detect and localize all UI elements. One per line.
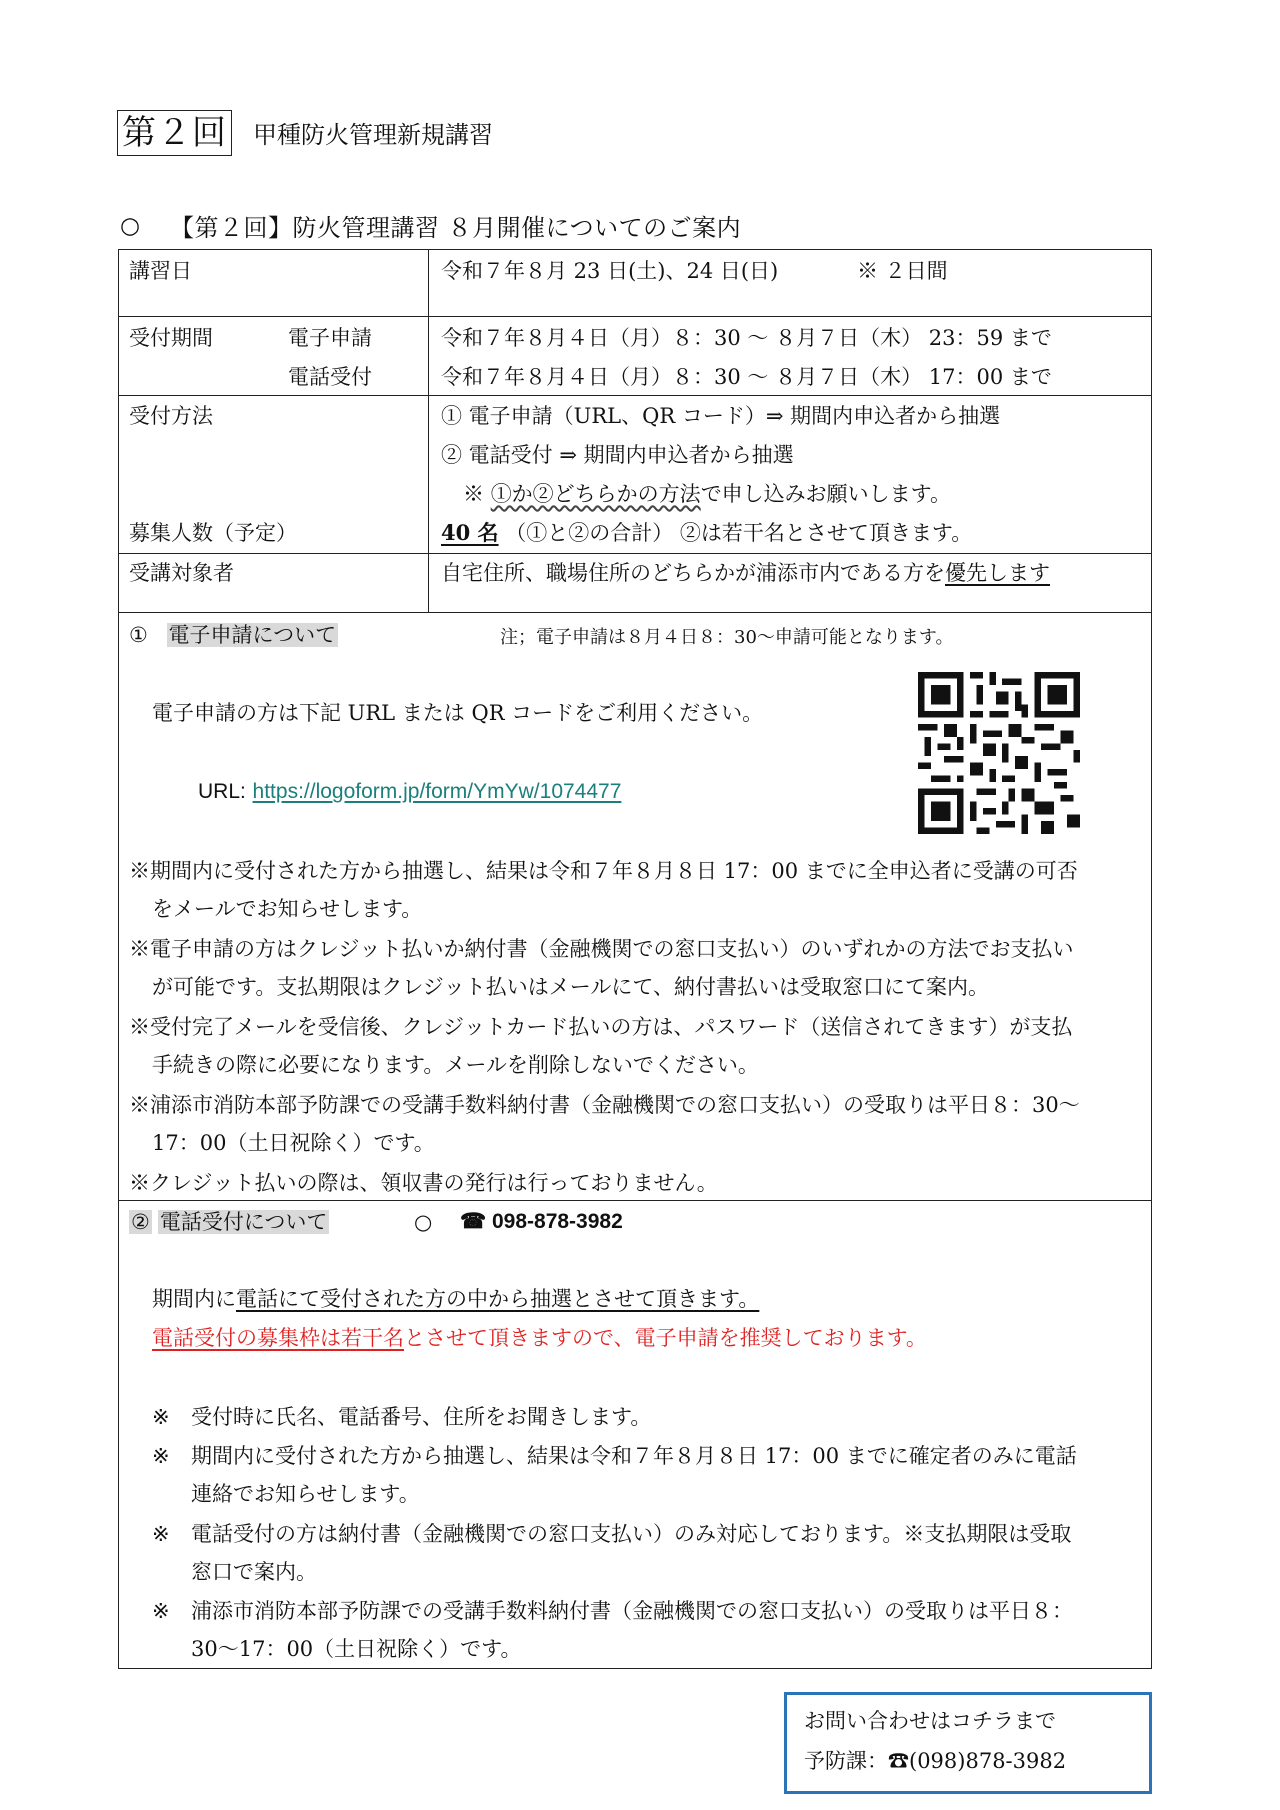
round-label-box: 第２回 xyxy=(117,110,232,156)
telephone-note-cont: 窓口で案内。 xyxy=(191,1560,317,1584)
row-divider xyxy=(118,553,1152,554)
telephone-heading-number: ② xyxy=(131,1210,150,1234)
document-title: 甲種防火管理新規講習 xyxy=(253,121,493,149)
method-note xyxy=(463,481,951,507)
telephone-line-2-underlined: 電話受付の募集枠は若干名 xyxy=(152,1326,404,1350)
electronic-note-cont: 17：00（土日祝除く）です。 xyxy=(152,1131,435,1155)
target-label: 受講対象者 xyxy=(129,561,234,585)
heading-bullet: ○ xyxy=(120,213,141,239)
url-label: URL: xyxy=(198,780,246,803)
row-divider xyxy=(118,395,1152,396)
capacity-value: 40 名 xyxy=(441,520,499,545)
electronic-heading-number: ① xyxy=(129,623,148,647)
telephone-line-1-text: 期間内に xyxy=(152,1287,236,1311)
telephone-line-2 xyxy=(152,1325,927,1351)
telephone-line-2-text: とさせて頂きますので、電子申請を推奨しております。 xyxy=(404,1326,927,1350)
telephone-note-cont: 30～17：00（土日祝除く）です。 xyxy=(191,1637,522,1661)
application-url-link[interactable]: https://logoform.jp/form/YmYw/1074477 xyxy=(252,780,622,803)
electronic-note: ※期間内に受付された方から抽選し、結果は令和７年８月８日 17：00 までに全申込者に受講の可否 xyxy=(129,859,1078,883)
telephone-heading xyxy=(129,1209,329,1235)
telephone-note-cont: 連絡でお知らせします。 xyxy=(191,1482,420,1506)
row-divider xyxy=(118,316,1152,317)
telephone-note-mark: ※ xyxy=(152,1522,170,1546)
period-electronic-label: 電子申請 xyxy=(288,326,372,350)
method-note-emphasis: ①か②どちらかの方法 xyxy=(490,482,701,506)
telephone-note-mark: ※ xyxy=(152,1405,170,1429)
qr-code-icon[interactable] xyxy=(918,672,1080,834)
capacity-value-line xyxy=(441,520,972,546)
electronic-note-cont: をメールでお知らせします。 xyxy=(152,897,423,921)
telephone-number[interactable]: ☎ 098-878-3982 xyxy=(460,1210,623,1233)
telephone-note-mark: ※ xyxy=(152,1599,170,1623)
contact-box xyxy=(784,1692,1152,1794)
telephone-line-1 xyxy=(152,1286,783,1312)
target-priority: 優先します xyxy=(945,561,1050,585)
electronic-heading-label: 電子申請について xyxy=(168,623,337,647)
date-label: 講習日 xyxy=(129,259,192,283)
date-value: 令和７年８月 23 日(土)、24 日(日) xyxy=(441,259,779,283)
capacity-label: 募集人数（予定） xyxy=(129,521,297,545)
telephone-heading-label: 電話受付について xyxy=(159,1210,328,1234)
section-heading: 【第２回】防火管理講習 ８月開催についてのご案内 xyxy=(170,214,742,242)
row-divider xyxy=(118,612,1152,613)
telephone-line-1-underlined: 電話にて受付された方の中から抽選とさせて頂きます。 xyxy=(236,1287,760,1311)
period-label: 受付期間 xyxy=(129,326,213,350)
telephone-note: 浦添市消防本部予防課での受講手数料納付書（金融機関での窓口支払い）の受取りは平日８： xyxy=(191,1599,1073,1623)
note-mark: ※ xyxy=(463,482,484,506)
telephone-note-mark: ※ xyxy=(152,1444,170,1468)
target-value xyxy=(441,560,1050,586)
electronic-note-cont: が可能です。支払期限はクレジット払いはメールにて、納付書払いは受取窓口にて案内。 xyxy=(152,975,989,999)
method-telephone: ② 電話受付 ⇒ 期間内申込者から抽選 xyxy=(441,443,794,467)
telephone-circle: ○ xyxy=(414,1210,433,1234)
telephone-note: 電話受付の方は納付書（金融機関での窓口支払い）のみ対応しております。※支払期限は受取 xyxy=(191,1522,1072,1546)
period-telephone-value: 令和７年８月４日（月）８：30 ～ ８月７日（木） 17：00 まで xyxy=(441,365,1052,389)
electronic-note: ※クレジット払いの際は、領収書の発行は行っておりません。 xyxy=(129,1171,718,1195)
method-label: 受付方法 xyxy=(129,404,213,428)
electronic-heading xyxy=(129,622,338,648)
column-divider xyxy=(428,249,429,612)
telephone-note: 期間内に受付された方から抽選し、結果は令和７年８月８日 17：00 までに確定者のみに電話 xyxy=(191,1444,1077,1468)
electronic-note: ※受付完了メールを受信後、クレジットカード払いの方は、パスワード（送信されてきます）が支払 xyxy=(129,1015,1073,1039)
period-electronic-value: 令和７年８月４日（月）８：30 ～ ８月７日（木） 23：59 まで xyxy=(441,326,1052,350)
target-value-text: 自宅住所、職場住所のどちらかが浦添市内である方を xyxy=(441,561,945,585)
electronic-intro: 電子申請の方は下記 URL または QR コードをご利用ください。 xyxy=(152,701,764,725)
contact-phone[interactable]: 予防課：☎(098)878-3982 xyxy=(804,1749,1067,1773)
period-telephone-label: 電話受付 xyxy=(288,365,372,389)
row-divider xyxy=(118,1200,1152,1201)
date-note: ※ ２日間 xyxy=(857,259,948,283)
telephone-note: 受付時に氏名、電話番号、住所をお聞きします。 xyxy=(191,1405,652,1429)
url-line xyxy=(198,778,621,805)
method-electronic: ① 電子申請（URL、QR コード）⇒ 期間内申込者から抽選 xyxy=(441,404,1001,428)
electronic-heading-note: 注；電子申請は８月４日８：30～申請可能となります。 xyxy=(500,627,954,648)
electronic-note: ※浦添市消防本部予防課での受講手数料納付書（金融機関での窓口支払い）の受取りは平日８：30～ xyxy=(129,1093,1080,1117)
electronic-note: ※電子申請の方はクレジット払いか納付書（金融機関での窓口支払い）のいずれかの方法でお支払い xyxy=(129,937,1074,961)
electronic-note-cont: 手続きの際に必要になります。メールを削除しないでください。 xyxy=(152,1053,759,1077)
contact-heading: お問い合わせはコチラまで xyxy=(804,1709,1056,1733)
capacity-note: （①と②の合計） ②は若干名とさせて頂きます。 xyxy=(505,521,973,545)
method-note-text: で申し込みお願いします。 xyxy=(700,482,952,506)
